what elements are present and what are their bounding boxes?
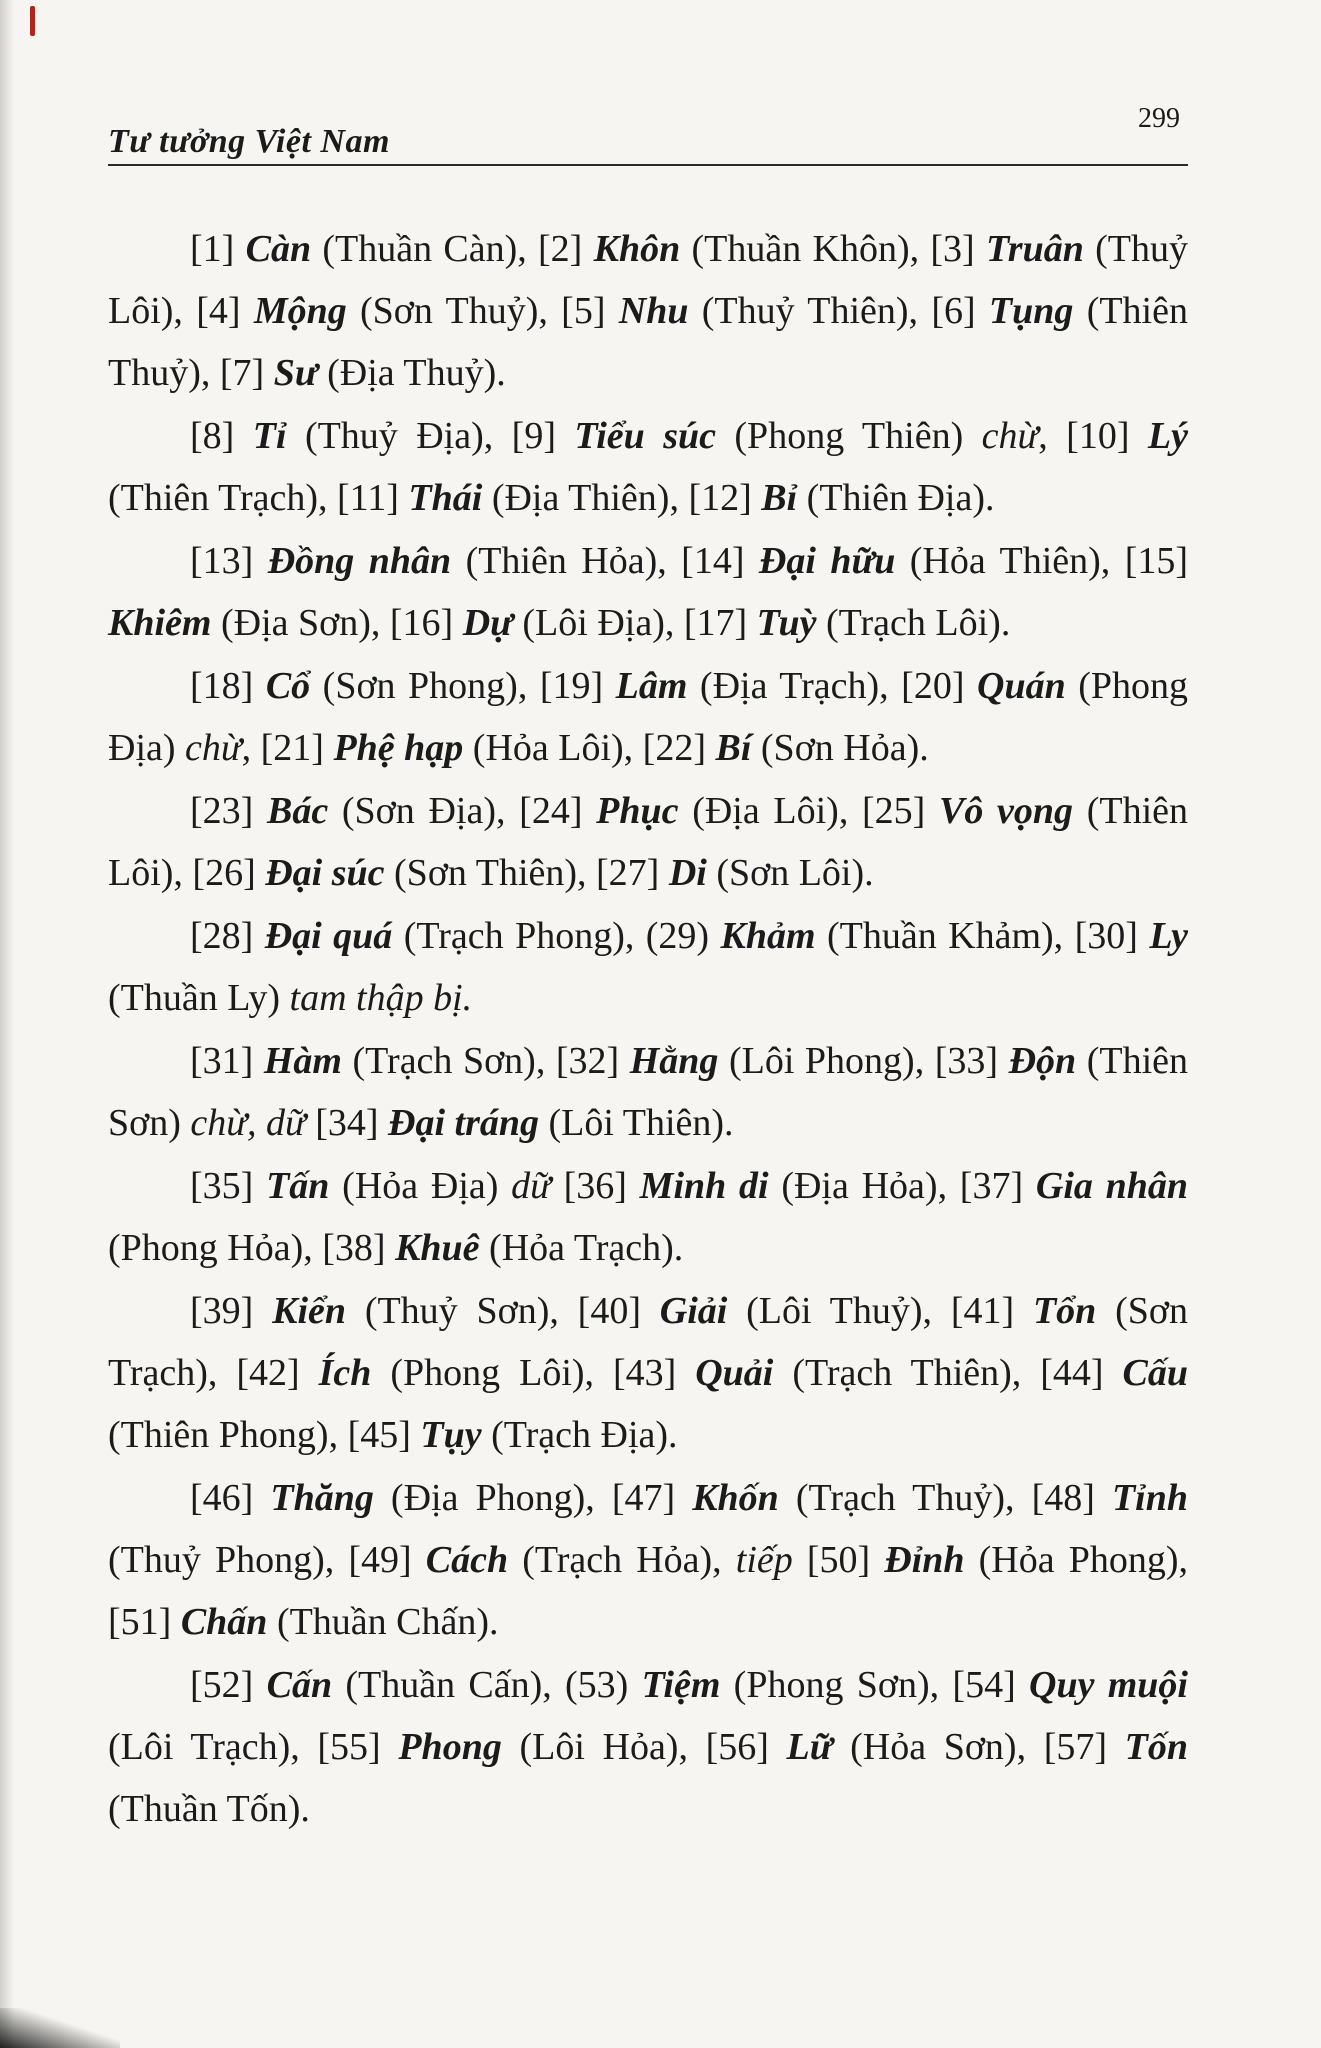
text-run: (Thuỷ Địa), [9]: [286, 415, 575, 457]
italic-word: chừ: [185, 727, 242, 769]
hexagram-name: Đại quá: [264, 915, 393, 957]
hexagram-name: Đại hữu: [758, 540, 896, 582]
hexagram-name: Đại tráng: [388, 1102, 540, 1144]
hexagram-name: Gia nhân: [1035, 1165, 1189, 1207]
text-run: (Sơn Lôi).: [706, 852, 874, 894]
hexagram-name: Dự: [462, 602, 513, 644]
paragraph: [108, 1030, 1188, 1154]
hexagram-name: Mộng: [253, 290, 347, 332]
hexagram-name: Tiểu súc: [574, 415, 716, 457]
hexagram-name: Thái: [408, 477, 483, 519]
text-run: [8]: [190, 415, 253, 457]
text-run: (Trạch Địa).: [481, 1414, 678, 1456]
text-run: (Hỏa Lôi), [22]: [463, 727, 716, 769]
body-text: [108, 218, 1188, 1840]
header-rule: [108, 164, 1188, 166]
hexagram-name: Tốn: [1124, 1726, 1189, 1768]
text-run: (Địa Phong), [47]: [373, 1477, 693, 1519]
text-run: (Thuỷ Sơn), [40]: [346, 1290, 660, 1332]
text-run: [36]: [550, 1165, 640, 1207]
text-run: [13]: [190, 540, 268, 582]
text-run: , [21]: [241, 727, 334, 769]
paragraph: [108, 1654, 1188, 1840]
text-run: (Sơn Thiên), [27]: [384, 852, 669, 894]
hexagram-name: Khuê: [395, 1227, 480, 1269]
text-run: (Địa Thuỷ).: [317, 352, 506, 394]
text-run: (Trạch Phong), (29): [392, 915, 721, 957]
text-run: (Phong Hỏa), [38]: [108, 1227, 396, 1269]
text-run: (Thiên Trạch), [11]: [108, 477, 409, 519]
text-run: (Thiên Phong), [45]: [108, 1414, 421, 1456]
hexagram-name: Tổn: [1032, 1290, 1097, 1332]
hexagram-name: Độn: [1008, 1040, 1077, 1082]
hexagram-name: Minh di: [639, 1165, 769, 1207]
italic-word: dữ: [511, 1165, 551, 1207]
text-run: (Lôi Thuỷ), [41]: [727, 1290, 1033, 1332]
text-run: (Thuần Cấn), (53): [332, 1664, 642, 1706]
text-run: (Thuần Khôn), [3]: [680, 228, 986, 270]
paragraph: [108, 218, 1188, 404]
text-run: (Trạch Lôi).: [816, 602, 1011, 644]
bookmark-mark: [30, 6, 35, 36]
page-edge-shadow: [0, 0, 14, 2048]
hexagram-name: Chấn: [180, 1601, 268, 1643]
hexagram-name: Nhu: [618, 290, 689, 332]
text-run: (Thuỷ Lôi), [4]: [108, 228, 1189, 332]
paragraph: [108, 530, 1188, 654]
hexagram-name: Bỉ: [761, 477, 798, 519]
hexagram-name: Lữ: [786, 1726, 833, 1768]
hexagram-name: Đồng nhân: [267, 540, 452, 582]
text-run: [52]: [190, 1664, 267, 1706]
text-run: (Địa Thiên), [12]: [482, 477, 762, 519]
hexagram-name: Thăng: [270, 1477, 374, 1519]
hexagram-name: Ly: [1149, 915, 1188, 957]
hexagram-name: Khiêm: [108, 602, 212, 644]
text-run: [50]: [792, 1539, 885, 1581]
hexagram-name: Tụy: [420, 1414, 482, 1456]
hexagram-name: Đỉnh: [884, 1539, 965, 1581]
text-run: (Thuỷ Thiên), [6]: [688, 290, 989, 332]
text-run: (Sơn Địa), [24]: [328, 790, 597, 832]
paragraph: [108, 780, 1188, 904]
hexagram-name: Cấu: [1122, 1352, 1188, 1394]
hexagram-name: Truân: [986, 228, 1084, 270]
text-run: (Thuần Tốn).: [108, 1788, 310, 1830]
text-run: (Hỏa Thiên), [15]: [895, 540, 1188, 582]
text-run: (Phong Lôi), [43]: [371, 1352, 696, 1394]
hexagram-name: Bác: [267, 790, 329, 832]
paragraph: [108, 1280, 1188, 1466]
text-run: (Thiên Sơn): [108, 1040, 1188, 1144]
text-run: (Sơn Phong), [19]: [310, 665, 616, 707]
hexagram-name: Phệ hạp: [333, 727, 464, 769]
hexagram-name: Khảm: [720, 915, 816, 957]
hexagram-name: Ích: [318, 1352, 372, 1394]
hexagram-name: Khôn: [593, 228, 681, 270]
text-run: (Phong Thiên): [715, 415, 982, 457]
text-run: [35]: [190, 1165, 267, 1207]
text-run: [28]: [190, 915, 265, 957]
paragraph: [108, 905, 1188, 1029]
text-run: (Địa Sơn), [16]: [211, 602, 463, 644]
text-run: (Lôi Thiên).: [539, 1102, 734, 1144]
text-run: (Lôi Trạch), [55]: [108, 1726, 399, 1768]
text-run: (Hỏa Trạch).: [479, 1227, 684, 1269]
italic-word: chừ: [981, 415, 1039, 457]
hexagram-name: Hàm: [263, 1040, 342, 1082]
hexagram-name: Di: [668, 852, 707, 894]
text-run: (Sơn Thuỷ), [5]: [346, 290, 619, 332]
hexagram-name: Lâm: [615, 665, 688, 707]
hexagram-name: Hằng: [629, 1040, 719, 1082]
paragraph: [108, 1467, 1188, 1653]
paragraph: [108, 655, 1188, 779]
hexagram-name: Quải: [695, 1352, 774, 1394]
hexagram-name: Bí: [715, 727, 752, 769]
text-run: (Sơn Trạch), [42]: [108, 1290, 1188, 1394]
paragraph: [108, 1155, 1188, 1279]
text-run: (Sơn Hỏa).: [751, 727, 929, 769]
text-run: (Thiên Hỏa), [14]: [451, 540, 759, 582]
hexagram-name: Cấn: [266, 1664, 333, 1706]
running-title: Tư tưởng Việt Nam: [108, 123, 390, 160]
hexagram-name: Quán: [977, 665, 1066, 707]
hexagram-name: Lý: [1147, 415, 1188, 457]
text-run: [34]: [305, 1102, 389, 1144]
hexagram-name: Phục: [596, 790, 679, 832]
italic-word: chừ, dữ: [190, 1102, 306, 1144]
text-run: (Trạch Hỏa),: [508, 1539, 736, 1581]
text-run: (Thuỷ Phong), [49]: [108, 1539, 426, 1581]
text-run: [39]: [190, 1290, 273, 1332]
text-run: (Lôi Hỏa), [56]: [501, 1726, 787, 1768]
text-run: (Trạch Thiên), [44]: [773, 1352, 1123, 1394]
hexagram-name: Cách: [425, 1539, 509, 1581]
hexagram-name: Tụng: [988, 290, 1074, 332]
text-run: (Hỏa Địa): [329, 1165, 512, 1207]
hexagram-name: Giải: [659, 1290, 728, 1332]
text-run: (Hỏa Phong), [51]: [108, 1539, 1188, 1643]
text-run: [18]: [190, 665, 266, 707]
hexagram-name: Phong: [398, 1726, 502, 1768]
hexagram-name: Khốn: [692, 1477, 779, 1519]
text-run: (Hỏa Sơn), [57]: [832, 1726, 1125, 1768]
page-header: [108, 95, 1188, 165]
page-corner-shadow: [0, 2008, 120, 2048]
hexagram-name: Càn: [245, 228, 312, 270]
text-run: (Trạch Sơn), [32]: [341, 1040, 630, 1082]
hexagram-name: Tuỳ: [756, 602, 817, 644]
text-run: (Lôi Địa), [17]: [512, 602, 757, 644]
italic-word: tam thập bị.: [289, 977, 473, 1019]
text-run: , [10]: [1038, 415, 1148, 457]
text-run: (Thuần Ly): [108, 977, 290, 1019]
text-run: [23]: [190, 790, 267, 832]
text-run: (Thuần Càn), [2]: [311, 228, 594, 270]
text-run: (Thuần Khảm), [30]: [815, 915, 1150, 957]
paragraph: [108, 405, 1188, 529]
text-run: (Thiên Thuỷ), [7]: [108, 290, 1188, 394]
hexagram-name: Đại súc: [265, 852, 385, 894]
hexagram-name: Sư: [273, 352, 318, 394]
hexagram-name: Kiển: [272, 1290, 347, 1332]
text-run: (Thiên Địa).: [797, 477, 995, 519]
hexagram-name: Vô vọng: [939, 790, 1074, 832]
hexagram-name: Tấn: [266, 1165, 330, 1207]
text-run: [31]: [190, 1040, 264, 1082]
text-run: (Địa Lôi), [25]: [678, 790, 939, 832]
text-run: [46]: [190, 1477, 271, 1519]
page-number: 299: [1138, 103, 1180, 134]
text-run: (Địa Trạch), [20]: [687, 665, 977, 707]
text-run: (Trạch Thuỷ), [48]: [778, 1477, 1112, 1519]
text-run: [1]: [190, 228, 246, 270]
hexagram-name: Tỉnh: [1111, 1477, 1189, 1519]
text-run: (Thuần Chấn).: [267, 1601, 499, 1643]
hexagram-name: Tỉ: [252, 415, 287, 457]
hexagram-name: Tiệm: [641, 1664, 721, 1706]
text-run: (Phong Địa): [108, 665, 1189, 769]
text-run: (Phong Sơn), [54]: [720, 1664, 1030, 1706]
hexagram-name: Quy muội: [1029, 1664, 1188, 1706]
text-run: (Địa Hỏa), [37]: [768, 1165, 1036, 1207]
italic-word: tiếp: [735, 1539, 793, 1581]
text-run: (Thiên Lôi), [26]: [108, 790, 1189, 894]
hexagram-name: Cổ: [265, 665, 311, 707]
text-run: (Lôi Phong), [33]: [718, 1040, 1009, 1082]
